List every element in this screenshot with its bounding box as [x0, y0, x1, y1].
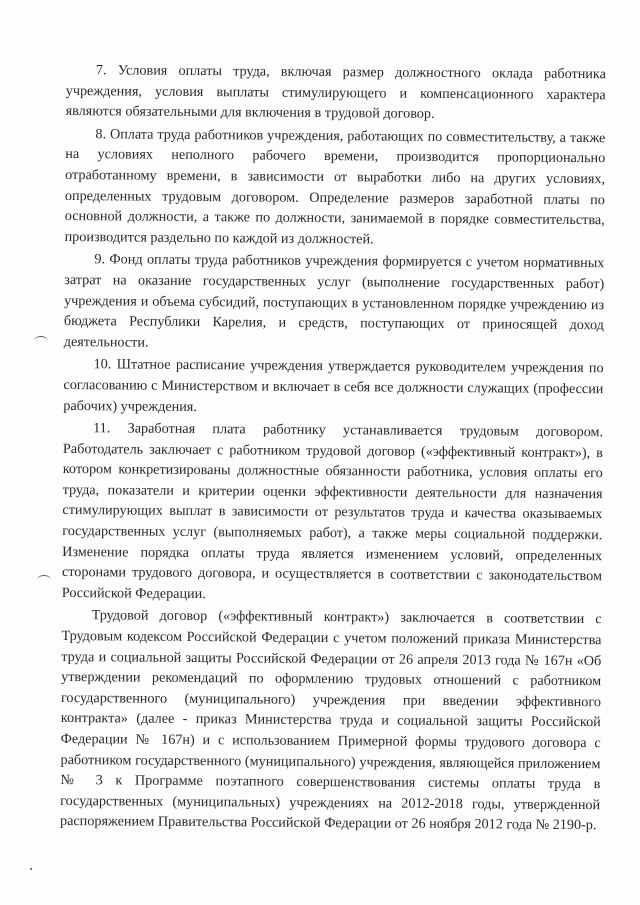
paragraph-8: 8. Оплата труда работников учреждения, работающих по совместительству, а также на условиях неполного рабочего времени, производится пропорционально отработанному времени, в зависимости от выработки либо на других условиях, определенных трудовым договором. Определение размеров заработной платы по основной должности, а также по должности, занимаемой в порядке совместительства, производится раздельно по каждой из должностей. [64, 126, 606, 248]
paragraph-11: 11. Заработная плата работнику устанавливается трудовым договором. Работодатель заключает с работником трудовой договор («эффективный контракт»), в котором конкретизированы должностные обязанности работника, условия оплаты его труда, показатели и критерии оценки эффективности деятельности для назначения стимулирующих выплат в зависимости от результатов труда и качества оказываемых государственных услуг (выполняемых работ), а также меры социальной поддержки. Изменение порядка оплаты труда является изменением условий, определенных сторонами трудового договора, и осуществляется в соответствии с законодательством Российской Федерации. [61, 420, 604, 602]
margin-mark [34, 336, 48, 345]
margin-mark [37, 575, 51, 584]
document-page [60, 60, 606, 836]
paragraph-contract: Трудовой договор («эффективный контракт») заключается в соответствии с Трудовым кодексом Российской Федерации с учетом положений приказа Министерства труда и социальной защиты Российской Федерации от 26 апреля 2013 года № 167н «Об утверждении рекомендаций по оформлению трудовых отношений с работником государственного (муниципального) учреждения при введении эффективного контракта» (далее - приказ Министерства труда и социальной защиты Российской Федерации № 167н) и с использованием Примерной формы трудового договора с работником государственного (муниципального) учреждения, являющейся приложением № 3 к Программе поэтапного совершенствования системы оплаты труда в государственных (муниципальных) учреждениях на 2012-2018 годы, утвержденной распоряжением Правительства Российской Федерации от 26 ноября 2012 года № 2190-р. [59, 607, 602, 834]
paragraph-10: 10. Штатное расписание учреждения утверждается руководителем учреждения по согласованию с Министерством и включает в себя все должности служащих (профессии рабочих) учреждения. [63, 356, 604, 415]
paragraph-9: 9. Фонд оплаты труда работников учреждения формируется с учетом нормативных затрат на оказание государственных услуг (выполнение государственных работ) учреждения и объема субсидий, поступающих в установленном порядке учреждению из бюджета Республики Карелия, и средств, поступающих от приносящей доход деятельности. [63, 251, 605, 351]
paragraph-7: 7. Условия оплаты труда, включая размер должностного оклада работника учреждения, условия выплаты стимулирующего и компенсационного характера являются обязательными для включения в трудовой договор. [65, 62, 606, 123]
scan-speck [30, 868, 32, 870]
